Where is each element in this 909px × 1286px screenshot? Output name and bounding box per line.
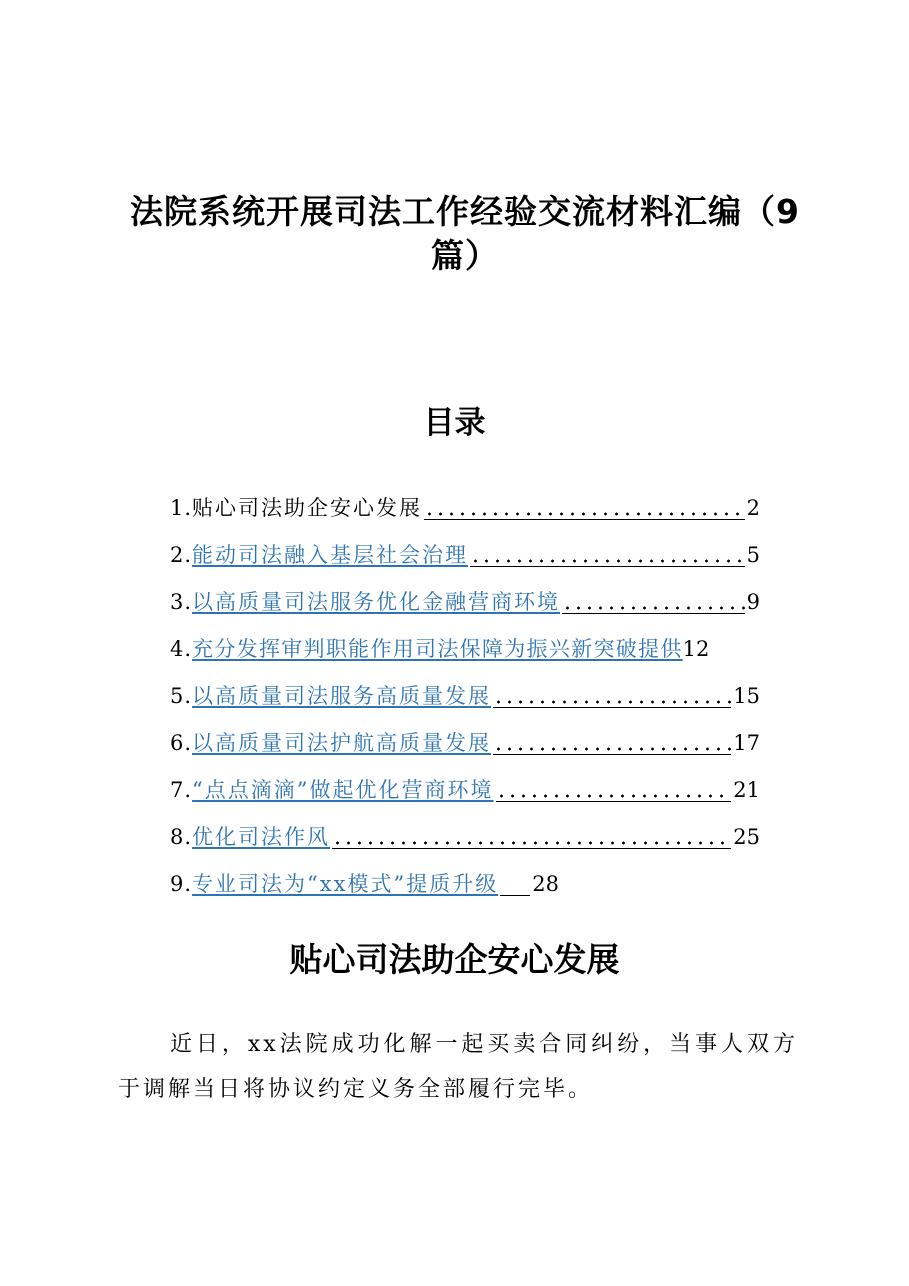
toc-entry-number: 8. <box>170 825 193 849</box>
toc-leader-dots <box>470 544 745 567</box>
toc-entry[interactable] <box>170 485 760 532</box>
toc-entry-page: 15 <box>733 684 760 708</box>
toc-entry[interactable] <box>170 579 760 626</box>
toc-entry-number: 4. <box>170 637 193 661</box>
toc-entry[interactable] <box>170 626 760 673</box>
toc-leader-dots <box>332 826 731 849</box>
toc-entry-link[interactable]: 以高质量司法服务高质量发展 <box>192 684 492 708</box>
toc-leader-dots <box>562 591 745 614</box>
toc-entry-number: 2. <box>170 543 193 567</box>
toc-heading: 目录 <box>423 405 486 441</box>
body-paragraph: 近日，xx法院成功化解一起买卖合同纠纷，当事人双方于调解当日将协议约定义务全部履行完毕。 <box>118 1032 798 1102</box>
toc-entry[interactable] <box>170 814 760 861</box>
section-heading: 贴心司法助企安心发展 <box>289 940 620 979</box>
toc-entry-number: 9. <box>170 872 193 896</box>
toc-leader-dots <box>496 779 732 802</box>
toc-entry-link[interactable]: 能动司法融入基层社会治理 <box>192 543 469 567</box>
toc-entry-title[interactable]: 贴心司法助企安心发展 <box>192 496 423 520</box>
document-title: 法院系统开展司法工作经验交流材料汇编（9篇） <box>130 192 800 275</box>
toc-entry-page: 17 <box>733 731 760 755</box>
toc-leader-dots <box>424 497 745 520</box>
toc-leader-dots <box>493 685 731 708</box>
toc-entry-page: 2 <box>746 496 760 520</box>
toc-entry-link[interactable]: 以高质量司法护航高质量发展 <box>192 731 492 755</box>
toc-entry-page: 5 <box>746 543 760 567</box>
toc-entry-page: 9 <box>746 590 760 614</box>
toc-entry-page: 21 <box>733 778 760 802</box>
toc-entry-page: 25 <box>733 825 760 849</box>
toc-entry-number: 6. <box>170 731 193 755</box>
toc-leader-dots <box>493 732 731 755</box>
toc-entry-link[interactable]: 专业司法为“xx模式”提质升级 <box>192 872 499 896</box>
toc-entry-number: 1. <box>170 496 193 520</box>
toc-entry-number: 7. <box>170 778 193 802</box>
toc-entry-link[interactable]: “点点滴滴”做起优化营商环境 <box>192 778 494 802</box>
toc-entry[interactable] <box>170 861 760 908</box>
toc-entry-link[interactable]: 以高质量司法服务优化金融营商环境 <box>192 590 561 614</box>
toc-entry[interactable] <box>170 720 760 767</box>
toc-entry[interactable] <box>170 532 760 579</box>
toc-entry[interactable] <box>170 767 760 814</box>
toc-entry-link[interactable]: 优化司法作风 <box>192 825 331 849</box>
toc-leader-underline <box>500 873 530 896</box>
toc-entry-link[interactable]: 充分发挥审判职能作用司法保障为振兴新突破提供 <box>192 637 683 661</box>
toc-entry-page: 12 <box>682 637 710 661</box>
table-of-contents <box>170 485 760 908</box>
toc-entry[interactable] <box>170 673 760 720</box>
toc-entry-number: 3. <box>170 590 193 614</box>
toc-entry-number: 5. <box>170 684 193 708</box>
toc-entry-page: 28 <box>532 872 559 896</box>
